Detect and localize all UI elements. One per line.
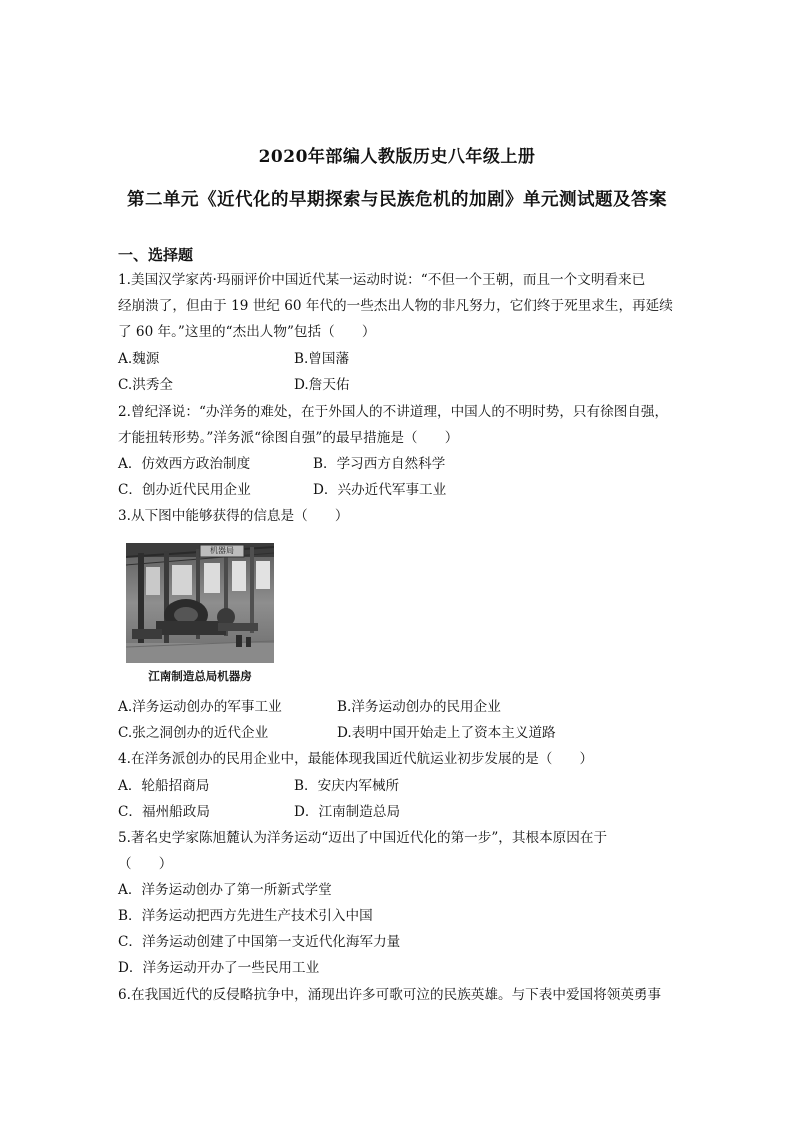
q1-option-d[interactable]: D.詹天佑: [294, 377, 350, 393]
document-subtitle: 第二单元《近代化的早期探索与民族危机的加剧》单元测试题及答案: [127, 190, 667, 210]
q4-option-c[interactable]: C．福州船政局: [118, 804, 210, 820]
q1-option-b[interactable]: B.曾国藩: [294, 351, 350, 367]
q5-option-b[interactable]: B．洋务运动把西方先进生产技术引入中国: [118, 908, 373, 924]
q2-option-a[interactable]: A．仿效西方政治制度: [118, 456, 251, 472]
q2-option-d[interactable]: D．兴办近代军事工业: [313, 482, 447, 498]
q4-line-1: 4.在洋务派创办的民用企业中，最能体现我国近代航运业初步发展的是（ ）: [118, 751, 594, 767]
q5-option-c[interactable]: C．洋务运动创建了中国第一支近代化海军力量: [118, 934, 401, 950]
q4-option-b[interactable]: B．安庆内军械所: [294, 778, 400, 794]
q5-option-d[interactable]: D．洋务运动开办了一些民用工业: [118, 960, 320, 976]
q3-option-c[interactable]: C.张之洞创办的近代企业: [118, 725, 269, 741]
q2-line-1: 2.曾纪泽说：“办洋务的难处，在于外国人的不讲道理，中国人的不明时势，只有徐图自强，: [118, 404, 669, 420]
factory-photo: [126, 543, 274, 663]
q4-option-a[interactable]: A．轮船招商局: [118, 778, 210, 794]
q5-line-1: 5.著名史学家陈旭麓认为洋务运动“迈出了中国近代化的第一步”，其根本原因在于: [118, 830, 608, 846]
section-heading: 一、选择题: [118, 246, 194, 264]
document-title: 2020年部编人教版历史八年级上册: [258, 147, 536, 167]
q1-option-c[interactable]: C.洪秀全: [118, 377, 174, 393]
factory-machinery-image: [126, 543, 274, 663]
q1-line-1: 1.美国汉学家芮·玛丽评价中国近代某一运动时说：“不但一个王朝，而且一个文明看来已: [118, 272, 646, 288]
q3-option-b[interactable]: B.洋务运动创办的民用企业: [337, 699, 501, 715]
q4-option-d[interactable]: D．江南制造总局: [294, 804, 401, 820]
q5-line-2: （ ）: [118, 856, 173, 872]
q6-line-1: 6.在我国近代的反侵略抗争中，涌现出许多可歌可泣的民族英雄。与下表中爱国将领英勇事: [118, 987, 662, 1003]
q3-option-d[interactable]: D.表明中国开始走上了资本主义道路: [337, 725, 556, 741]
q3-line-1: 3.从下图中能够获得的信息是（ ）: [118, 508, 349, 524]
q1-option-a[interactable]: A.魏源: [118, 351, 160, 367]
q3-option-a[interactable]: A.洋务运动创办的军事工业: [118, 699, 282, 715]
factory-sign-text: 机器局: [210, 546, 234, 555]
q2-line-2: 才能扭转形势。”洋务派“徐图自强”的最早措施是（ ）: [118, 430, 459, 446]
q2-option-b[interactable]: B．学习西方自然科学: [313, 456, 446, 472]
q5-option-a[interactable]: A．洋务运动创办了第一所新式学堂: [118, 882, 332, 898]
q1-line-2: 经崩溃了，但由于 19 世纪 60 年代的一些杰出人物的非凡努力，它们终于死里求生，再延续: [118, 298, 673, 314]
photo-caption: 江南制造总局机器房: [148, 669, 252, 683]
q2-option-c[interactable]: C．创办近代民用企业: [118, 482, 251, 498]
q1-line-3: 了 60 年。”这里的“杰出人物”包括（ ）: [118, 324, 376, 340]
